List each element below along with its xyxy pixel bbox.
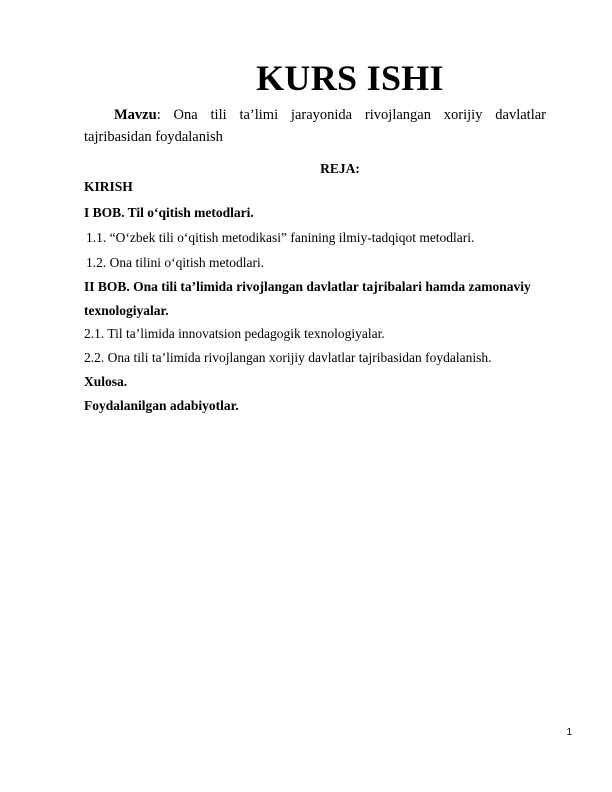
plan-item-chapter-1: I BOB. Til o‘qitish metodlari.: [84, 205, 254, 220]
document-title: KURS ISHI: [256, 58, 444, 98]
plan-item-chapter-2: II BOB. Ona tili ta’limida rivojlangan davlatlar tajribalari hamda zamonaviy: [84, 279, 531, 294]
plan-item-section-1-2: 1.2. Ona tilini o‘qitish metodlari.: [86, 255, 265, 270]
topic-separator: :: [156, 107, 161, 123]
plan-item-section-2-1: 2.1. Til ta’limida innovatsion pedagogik texnologiyalar.: [84, 326, 385, 341]
plan-item-conclusion: Xulosa.: [84, 374, 128, 389]
page-number: 1: [566, 727, 572, 738]
topic-paragraph: [84, 104, 546, 148]
plan-item-section-2-2: 2.2. Ona tili ta’limida rivojlangan xorijiy davlatlar tajribasidan foydalanish.: [84, 350, 492, 365]
plan-item-section-1-1: 1.1. “O‘zbek tili o‘qitish metodikasi” fanining ilmiy-tadqiqot metodlari.: [86, 230, 475, 245]
topic-text: Ona tili ta’limi jarayonida rivojlangan xorijiy davlatlar tajribasidan foydalanish: [84, 107, 546, 145]
plan-item-references: Foydalanilgan adabiyotlar.: [84, 398, 239, 413]
plan-item-chapter-2-continued: texnologiyalar.: [84, 303, 169, 318]
plan-item-introduction: KIRISH: [84, 179, 133, 194]
plan-heading: REJA:: [320, 161, 360, 176]
topic-label: Mavzu: [114, 107, 157, 123]
